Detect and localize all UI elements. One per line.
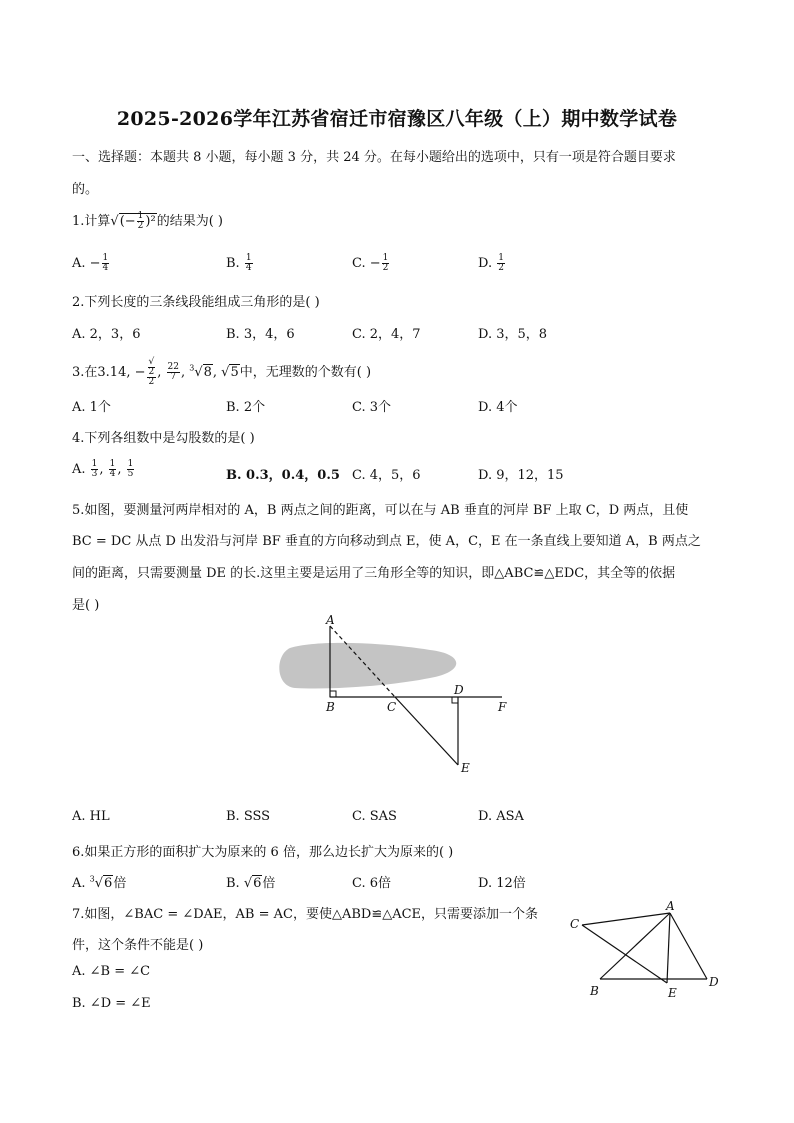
question-7-line1: 7.如图，∠BAC = ∠DAE，AB = AC，要使△ABD≌△ACE，只需要添加一个条 [72, 907, 539, 922]
q2-option-a[interactable]: A. 2，3，6 [72, 327, 141, 342]
q4-option-c[interactable]: C. 4，5，6 [352, 468, 421, 483]
q6-option-d[interactable]: D. 12倍 [478, 876, 526, 891]
question-5-line3: 间的距离，只需要测量 DE 的长.这里主要是运用了三角形全等的知识，即△ABC≌△EDC，其全等的依据 [72, 566, 676, 581]
q1-option-a[interactable]: A. − $\frac{1}{4}$ [72, 253, 109, 273]
q3-option-c[interactable]: C. 3个 [352, 400, 392, 415]
question-3-stem: 3.在3.14, − √ 2 2 , $\frac{22}{7}$ , $^3$√8, √5中，无理数的个数有( ) [72, 357, 372, 387]
q5-river-figure [270, 610, 520, 780]
q5-option-b[interactable]: B. SSS [226, 809, 271, 824]
river-shape [279, 643, 456, 689]
fig5-label-c: C [387, 700, 397, 714]
q1-sqrt-expression: √(− $\frac{1}{2}$ )² [110, 211, 156, 231]
section-header-line2: 的。 [72, 182, 99, 197]
section-header-line1: 一、选择题：本题共 8 小题，每小题 3 分，共 24 分。在每小题给出的选项中，只有一项是符合题目要求 [72, 150, 676, 165]
q7-option-a[interactable]: A. ∠B = ∠C [72, 964, 151, 979]
q1-prefix: 1.计算 [72, 214, 111, 229]
q5-option-c[interactable]: C. SAS [352, 809, 397, 824]
q1-suffix: 的结果为( ) [156, 214, 223, 229]
question-5-line1: 5.如图，要测量河两岸相对的 A，B 两点之间的距离，可以在与 AB 垂直的河岸 BF 上取 C，D 两点，且使 [72, 503, 689, 518]
fig5-label-a: A [326, 613, 335, 627]
q7-triangle-figure [562, 895, 732, 1000]
question-6-stem: 6.如果正方形的面积扩大为原来的 6 倍，那么边长扩大为原来的( ) [72, 845, 454, 860]
page-title: 2025-2026学年江苏省宿迁市宿豫区八年级（上）期中数学试卷 [116, 108, 678, 130]
q7-option-b[interactable]: B. ∠D = ∠E [72, 996, 151, 1011]
q2-option-d[interactable]: D. 3，5，8 [478, 327, 548, 342]
q4-option-a[interactable]: A. $\frac{1}{3}$ , $\frac{1}{4}$ , $\frac{1}{5}$ [72, 459, 134, 479]
q1-option-b[interactable]: B. $\frac{1}{4}$ [226, 253, 252, 273]
q3-option-d[interactable]: D. 4个 [478, 400, 518, 415]
q2-option-b[interactable]: B. 3，4，6 [226, 327, 295, 342]
q5-option-d[interactable]: D. ASA [478, 809, 524, 824]
q4-option-b[interactable]: B. 0.3，0.4，0.5 [226, 468, 340, 483]
q1-option-d[interactable]: D. $\frac{1}{2}$ [478, 253, 504, 273]
q6-option-c[interactable]: C. 6倍 [352, 876, 392, 891]
fig7-label-e: E [668, 986, 677, 1000]
question-5-line2: BC = DC 从点 D 出发沿与河岸 BF 垂直的方向移动到点 E，使 A，C，E 在一条直线上要知道 A，B 两点之 [72, 534, 701, 549]
fig7-label-c: C [570, 917, 580, 931]
fig5-label-d: D [454, 683, 464, 697]
fig7-label-d: D [709, 975, 719, 989]
question-7-line2: 件，这个条件不能是( ) [72, 938, 204, 953]
fig5-label-b: B [326, 700, 335, 714]
q1-option-c[interactable]: C. − $\frac{1}{2}$ [352, 253, 389, 273]
fig7-label-b: B [590, 984, 599, 998]
q6-option-a[interactable]: A. $^3$√6倍 [72, 874, 127, 891]
question-5-line4: 是( ) [72, 598, 100, 613]
q4-option-d[interactable]: D. 9，12，15 [478, 468, 564, 483]
q3-option-b[interactable]: B. 2个 [226, 400, 266, 415]
q2-option-c[interactable]: C. 2，4，7 [352, 327, 421, 342]
fig5-label-e: E [461, 761, 470, 775]
question-2-stem: 2.下列长度的三条线段能组成三角形的是( ) [72, 295, 320, 310]
question-1-stem [72, 210, 223, 231]
q3-option-a[interactable]: A. 1个 [72, 400, 111, 415]
fig7-label-a: A [666, 899, 675, 913]
question-4-stem: 4.下列各组数中是勾股数的是( ) [72, 431, 255, 446]
q5-option-a[interactable]: A. HL [72, 809, 110, 824]
q6-option-b[interactable]: B. √6倍 [226, 876, 276, 891]
fig5-label-f: F [498, 700, 507, 714]
